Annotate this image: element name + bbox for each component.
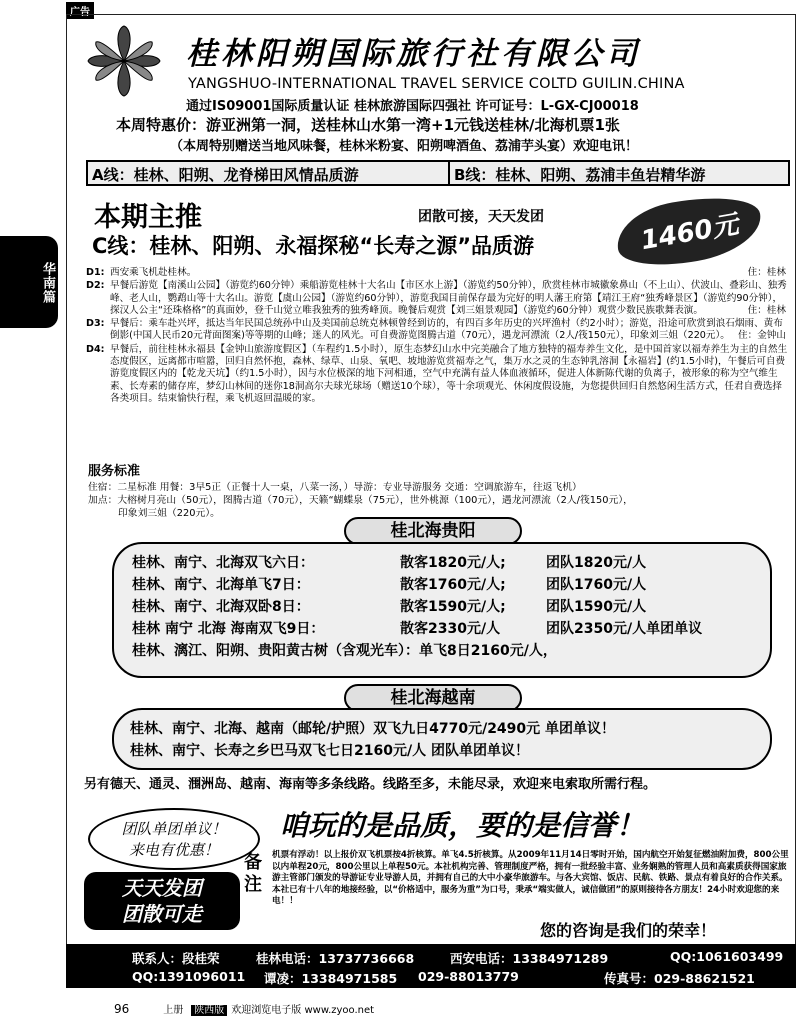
service-standard: 住宿：二星标准 用餐：3早5正（正餐十人一桌，八菜一汤，）导游：专业导游服务 交通：空调旅游车，往返飞机） [88,482,582,493]
route-a: A线：桂林、阳朔、龙脊梯田风情品质游 [86,160,450,186]
price-individual: 散客1590元/人; [400,599,506,615]
speech-bubble [88,808,260,870]
consult-slogan: 您的咨询是我们的荣幸！ [540,921,717,940]
price-row [132,596,770,618]
flower-logo-icon [74,22,174,100]
qq-1: QQ:1061603499 [670,949,784,964]
service-extra-cont: 印象刘三姐（220元）。 [118,508,220,519]
daily-line: 团散可走 [122,902,202,926]
day-label: D4: [86,343,105,355]
price-row [130,718,770,740]
certification: 通过IS09001国际质量认证 桂林旅游国际四强社 许可证号：L-GX-CJ00018 [186,99,639,114]
section-title-guiyang: 桂北海贵阳 [344,517,522,545]
bubble-line: 来电有优惠！ [128,841,219,859]
bubble-line: 团队单团单议！ [121,820,227,838]
route-name: 桂林、南宁、北海双卧8日： [132,599,310,615]
price-individual: 散客1820元/人; [400,555,506,571]
weekly-gift: （本周特别赠送当地风味餐，桂林米粉宴、阳朔啤酒鱼、荔浦芋头宴）欢迎电讯！ [170,139,639,154]
guilin-phone: 桂林电话：13737736668 [256,951,415,966]
itinerary [86,267,790,406]
daily-departure-badge [84,872,240,930]
service-extra: 加点：大榕树月亮山（50元），图腾古道（70元），天籁“蝴蝶泉（75元），世外桃源（100元），遇龙河漂流（2人/筏150元）， [88,495,633,506]
price-row [132,640,770,662]
price-individual: 散客2330元/人 [400,621,501,637]
price-row [130,740,770,762]
day-stay: 住：桂林 [744,267,786,279]
itinerary-day [86,318,790,343]
feature-group: 团散可接，天天发团 [418,209,544,225]
contact-person: 联系人：段桂荣 [132,951,220,966]
price-row [132,552,770,574]
service-title: 服务标准 [88,464,141,479]
day-label: D1: [86,267,105,278]
route-name: 桂林、南宁、长寿之乡巴马双飞七日2160元/人 团队单团单议！ [130,743,529,759]
route-c: C线：桂林、阳朔、永福探秘“长寿之源”品质游 [92,234,535,258]
edition-badge: 陕西版 [191,1005,227,1016]
fax: 传真号：029-88621521 [604,971,755,986]
route-name: 桂林 南宁 北海 海南双飞9日： [132,621,325,637]
route-name: 桂林、漓江、阳朔、贵阳黄古树（含观光车）：单飞8日2160元/人， [132,643,557,659]
volume: 上册 [163,1005,184,1016]
price-individual: 散客1760元/人; [400,577,506,593]
weekly-offer: 本周特惠价：游亚洲第一洞，送桂林山水第一湾+1元钱送桂林/北海机票1张 [116,116,620,134]
day-stay: 住：桂林 [744,305,786,317]
itinerary-day [86,344,790,405]
landline: 029-88013779 [418,969,519,984]
xian-phone: 西安电话：13384971289 [450,951,609,966]
footer-url[interactable]: 欢迎浏览电子版 www.zyoo.net [231,1005,375,1016]
contact-bar [66,944,796,988]
notes: 机票有浮动！以上报价双飞机票按4折核算。单飞4.5折核算。从2009年11月14日零时开始，国内航空开始复征燃油附加费，800公里以内单程20元，800公里以上单程50元。本社机构完善、管理制度严格，拥有一批经验丰富、业务娴熟的管理人员和高素质获得国家旅游主管部门颁发的导游证专业导游人员，并拥有自己的大中小豪华旅游车。与各大宾馆、饭店、民航、铁路、景点有着良好的合作关系。本社已有十八年的地接经验，以“价格适中，服务为重”为口号，秉承“端实做人，诚信做团”的原则接待各方朋友！24小时欢迎您的来电！！ [272,850,789,906]
price-group: 团队1760元/人 [546,577,647,593]
page-number: 96 [114,1002,130,1016]
itinerary-day [86,280,790,317]
route-name: 桂林、南宁、北海、越南（邮轮/护照）双飞九日4770元/2490元 单团单议！ [130,721,616,737]
company-name: 桂林阳朔国际旅行社有限公司 [186,36,641,72]
feature-price: 1460元 [638,209,741,257]
footer [114,1001,374,1016]
tan-phone: 谭凌：13384971585 [264,971,398,986]
route-name: 桂林、南宁、北海单飞7日： [132,577,310,593]
price-group: 团队1820元/人 [546,555,647,571]
price-row [132,574,770,596]
day-stay: 住：金钟山 [734,330,786,342]
day-text: 早餐后，前往桂林永福县【金钟山旅游度假区】（车程约1.5小时），原生态梦幻山水中完美融合了地方独特的福寿养生文化，是中国首家以福寿养生为主的自然生态度假区，远离都市喧嚣，回归自然怀抱，森林、绿草、山泉、氧吧、坡地游览赏福寿之气，集万水之灵的生态钟乳溶洞【永福岩】(约1.5小时)，午餐后可自费游览度假区内的【乾龙天坑】（约1.5小时），因与水位极深的地下河相通，空气中充满有益人体血液循环，促进人体新陈代谢的负离子，被形象的称为空气维生素、长寿素的储存库，梦幻山林间的迷你18洞高尔夫球光球场（赠送10个球），等十余项观光、休闲度假设施，为您提供回归自然悠闲生活方式，任君自费选择各类项目。结束愉快行程，乘飞机返回温暖的家。 [110,343,788,404]
day-text: 西安乘飞机赴桂林。 [110,267,197,278]
slogan: 咱玩的是品质，要的是信誉！ [280,809,645,842]
vietnam-price-box [112,708,772,770]
itinerary-day [86,267,790,279]
side-tab-label: 华南篇 [40,262,55,304]
company-name-en: YANGSHUO-INTERNATIONAL TRAVEL SERVICE COLTD GUILIN.CHINA [188,76,685,92]
qq-2: QQ:1391096011 [132,969,246,984]
section-title-vietnam: 桂北海越南 [344,684,522,712]
route-b: B线：桂林、阳朔、荔浦丰鱼岩精华游 [450,160,790,186]
feature-title: 本期主推 [94,202,202,233]
price-group: 团队1590元/人 [546,599,647,615]
day-text: 早餐后：乘车赴兴坪，抵达当年民国总统孙中山及美国前总统克林顿曾经到访的，有四百多年历史的兴坪渔村（约2小时）；游览，沿途可欣赏到浪石烟雨、黄布倒影(中国人民币20元背面图案)等等期的山峰；迷人的风光。可自费游览图腾古道（70元），遇龙河漂流（2人/筏150元），印象刘三姐（220元）。 [110,318,783,342]
notes-label: 备注 [244,852,262,895]
price-row [132,618,770,640]
day-text: 早餐后游览【南溪山公园】（游览约60分钟）乘船游览桂林十大名山【市区水上游】（游览约50分钟），欣赏桂林市城徽象鼻山（不上山）、伏波山、叠彩山、独秀峰、老人山，鹦鹉山等十大名山。游览【虞山公园】（游览约60分钟），游览我国目前保存最为完好的明人藩王府第【靖江王府“独秀峰景区】（游览约90分钟），探汉人公主“还珠格格”的真面妙，登千山觉立唯我独秀的独秀峰顶。晚餐后观赏【刘三姐景观园】（游览约60分钟）观赏少数民族歌舞表演。 [110,280,787,316]
service-details [88,481,792,520]
ad-tag: 广告 [66,2,94,19]
price-group: 团队2350元/人单团单议 [546,621,703,637]
daily-line: 天天发团 [122,876,202,900]
route-name: 桂林、南宁、北海双飞六日： [132,555,314,571]
day-label: D2: [86,280,105,292]
guiyang-price-box [112,542,772,678]
more-routes: 另有德天、通灵、涠洲岛、越南、海南等多条线路。线路至多，未能尽录，欢迎来电索取所需行程。 [84,777,657,792]
day-label: D3: [86,318,105,330]
